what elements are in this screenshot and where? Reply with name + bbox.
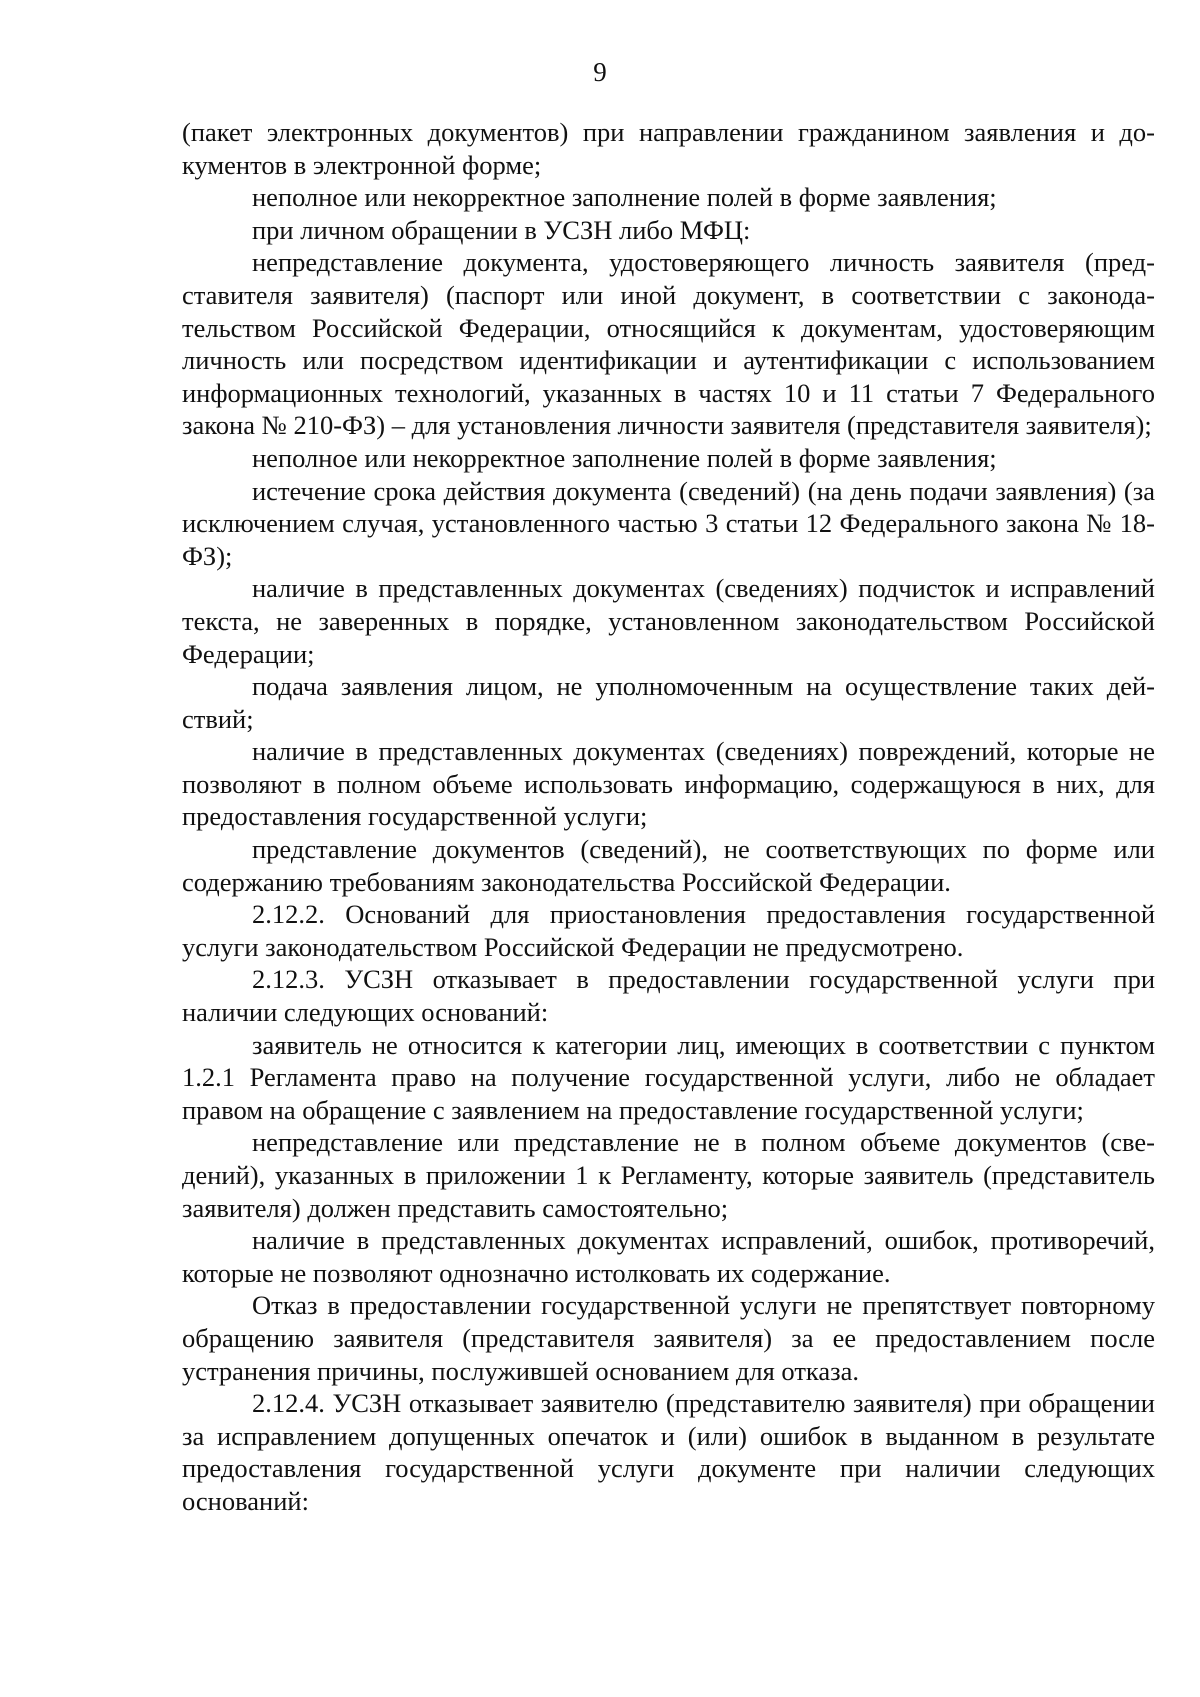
paragraph: истечение срока действия документа (сведений) (на день подачи заявления) (за исключением случая, установленного частью 3 статьи 12 Федерального закона № 18-ФЗ);	[182, 475, 1155, 571]
paragraph: непредставление или представление не в полном объеме документов (сведений), указанных в приложении 1 к Регламенту, которые заявитель (представитель заявителя) должен представить самостоятельно;	[182, 1127, 1155, 1223]
paragraph: представление документов (сведений), не соответствующих по форме или содержанию требованиям законодательства Российской Федерации.	[182, 834, 1155, 897]
section-paragraph-2-12-4: 2.12.4. УСЗН отказывает заявителю (представителю заявителя) при обращении за исправлением допущенных опечаток и (или) ошибок в выданном в результате предоставления государственной услуги документе при наличии следующих оснований:	[182, 1388, 1155, 1516]
paragraph: неполное или некорректное заполнение полей в форме заявления;	[252, 442, 997, 473]
paragraph: наличие в представленных документах (сведениях) повреждений, которые не позволяют в полном объеме использовать информацию, содержащуюся в них, для предоставления государственной услуги;	[182, 736, 1155, 832]
paragraph: подача заявления лицом, не уполномоченным на осуществление таких действий;	[182, 671, 1155, 734]
section-paragraph-2-12-2: 2.12.2. Оснований для приостановления предоставления государственной услуги законодательством Российской Федерации не предусмотрено.	[182, 899, 1155, 962]
paragraph: наличие в представленных документах исправлений, ошибок, противоречий, которые не позволяют однозначно истолковать их содержание.	[182, 1225, 1155, 1288]
paragraph: (пакет электронных документов) при направлении гражданином заявления и документов в электронной форме;	[182, 117, 1155, 180]
paragraph: при личном обращении в УСЗН либо МФЦ:	[252, 214, 751, 245]
paragraph: наличие в представленных документах (сведениях) подчисток и исправлений текста, не заверенных в порядке, установленном законодательством Российской Федерации;	[182, 573, 1155, 669]
page-number: 9	[593, 57, 607, 87]
document-body	[182, 116, 1155, 1518]
paragraph: неполное или некорректное заполнение полей в форме заявления;	[252, 182, 997, 213]
paragraph: Отказ в предоставлении государственной услуги не препятствует повторному обращению заявителя (представителя заявителя) за ее предоставлением после устранения причины, послужившей основанием для отказа.	[182, 1290, 1155, 1386]
section-paragraph-2-12-3: 2.12.3. УСЗН отказывает в предоставлении государственной услуги при наличии следующих оснований:	[182, 964, 1155, 1028]
paragraph: непредставление документа, удостоверяющего личность заявителя (представителя заявителя) (паспорт или иной документ, в соответствии с законодательством Российской Федерации, относящийся к документам, удостоверяющим личность или посредством идентификации и аутентификации с использованием информационных технологий, указанных в частях 10 и 11 статьи 7 Федерального закона № 210-ФЗ) – для установления личности заявителя (представителя заявителя);	[182, 247, 1155, 441]
paragraph: заявитель не относится к категории лиц, имеющих в соответствии с пунктом 1.2.1 Регламента право на получение государственной услуги, либо не обладает правом на обращение с заявлением на предоставление государственной услуги;	[182, 1029, 1155, 1125]
